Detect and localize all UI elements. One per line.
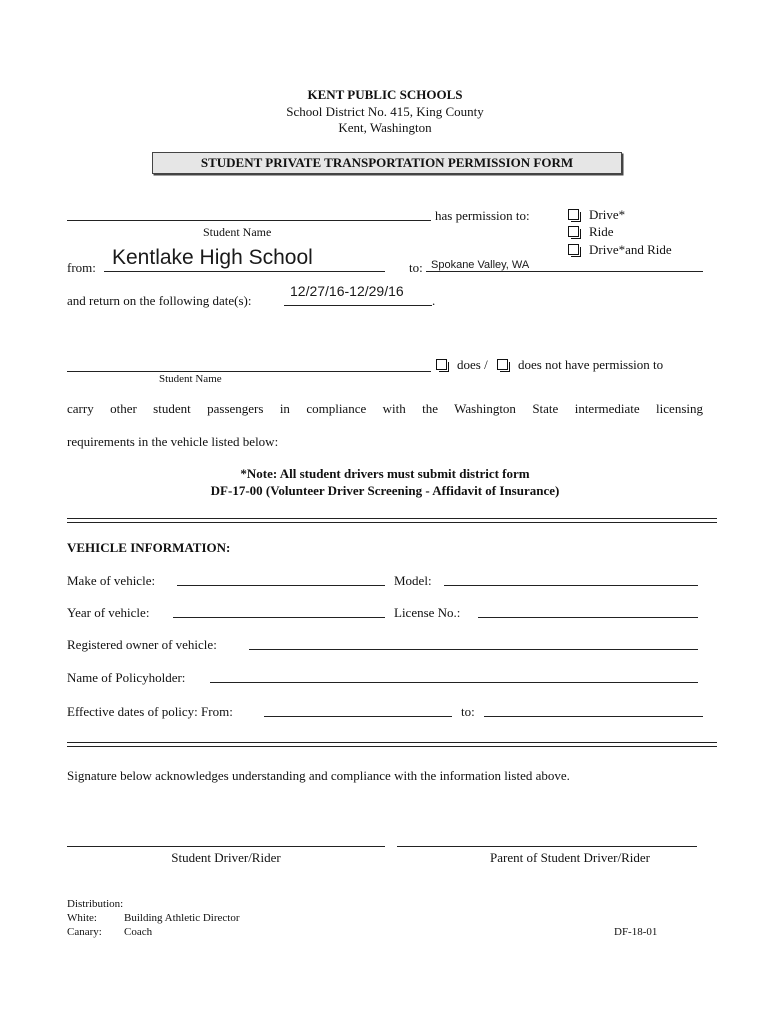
does-option[interactable] [436, 357, 488, 373]
option-drive-and-ride-label: Drive*and Ride [589, 242, 672, 257]
option-drive[interactable] [568, 207, 625, 223]
effective-to-label: to: [461, 704, 475, 719]
checkbox-icon[interactable] [568, 226, 579, 237]
note-line2: DF-17-00 (Volunteer Driver Screening - Affidavit of Insurance) [210, 483, 560, 498]
canary-value: Coach [124, 926, 153, 938]
district-line: School District No. 415, King County [286, 104, 484, 119]
model-field[interactable] [444, 585, 698, 586]
signature-ack: Signature below acknowledges understanding and compliance with the information listed above. [67, 768, 570, 783]
checkbox-icon[interactable] [568, 209, 579, 220]
to-label: to: [409, 260, 423, 275]
owner-field[interactable] [249, 649, 698, 650]
make-label: Make of vehicle: [67, 573, 156, 588]
white-label: White: [67, 912, 97, 924]
make-field[interactable] [177, 585, 385, 586]
return-value[interactable]: 12/27/16-12/29/16 [290, 283, 404, 299]
does-not-option[interactable] [497, 357, 663, 373]
year-label: Year of vehicle: [67, 605, 150, 620]
year-field[interactable] [173, 617, 385, 618]
does-label: does / [457, 357, 488, 372]
passenger-text-line1: carry other student passengers in compliance with the Washington State intermediate licensing [67, 401, 703, 416]
return-label: and return on the following date(s): [67, 293, 252, 308]
white-value: Building Athletic Director [124, 912, 240, 924]
parent-signature-field[interactable] [397, 846, 697, 847]
student-name-field[interactable] [67, 220, 431, 221]
canary-label: Canary: [67, 926, 102, 938]
from-value[interactable]: Kentlake High School [112, 246, 313, 269]
note-line1: *Note: All student drivers must submit district form [240, 466, 530, 481]
policyholder-label: Name of Policyholder: [67, 670, 186, 685]
double-divider [67, 518, 717, 523]
checkbox-icon[interactable] [436, 359, 447, 370]
student-signature-field[interactable] [67, 846, 385, 847]
parent-signature-caption: Parent of Student Driver/Rider [490, 850, 650, 865]
checkbox-icon[interactable] [568, 244, 579, 255]
to-value[interactable]: Spokane Valley, WA [431, 259, 530, 271]
double-divider-2 [67, 742, 717, 747]
from-field-line[interactable] [104, 271, 385, 272]
org-title: KENT PUBLIC SCHOOLS [307, 87, 463, 102]
effective-to-field[interactable] [484, 716, 703, 717]
distribution-label: Distribution: [67, 898, 124, 910]
form-title: STUDENT PRIVATE TRANSPORTATION PERMISSION FORM [152, 152, 622, 174]
license-label: License No.: [394, 605, 461, 620]
option-drive-label: Drive* [589, 207, 626, 222]
student-name-caption: Student Name [203, 225, 272, 239]
owner-label: Registered owner of vehicle: [67, 637, 217, 652]
from-label: from: [67, 260, 96, 275]
to-field-line[interactable] [426, 271, 703, 272]
license-field[interactable] [478, 617, 698, 618]
has-permission-label: has permission to: [435, 208, 530, 223]
vehicle-heading: VEHICLE INFORMATION: [67, 540, 231, 555]
student-signature-caption: Student Driver/Rider [171, 850, 281, 865]
student-name-field-2[interactable] [67, 371, 431, 372]
checkbox-icon[interactable] [497, 359, 508, 370]
form-number: DF-18-01 [614, 926, 658, 938]
option-ride-label: Ride [589, 224, 614, 239]
policyholder-field[interactable] [210, 682, 698, 683]
option-drive-and-ride[interactable] [568, 242, 672, 258]
return-period: . [432, 293, 436, 308]
model-label: Model: [394, 573, 432, 588]
does-not-label: does not have permission to [518, 357, 664, 372]
passenger-text-line2: requirements in the vehicle listed below: [67, 434, 279, 449]
effective-label: Effective dates of policy: From: [67, 704, 233, 719]
city-line: Kent, Washington [338, 120, 432, 135]
student-name-caption-2: Student Name [159, 373, 222, 385]
effective-from-field[interactable] [264, 716, 452, 717]
option-ride[interactable] [568, 224, 614, 240]
return-field-line[interactable] [284, 305, 432, 306]
